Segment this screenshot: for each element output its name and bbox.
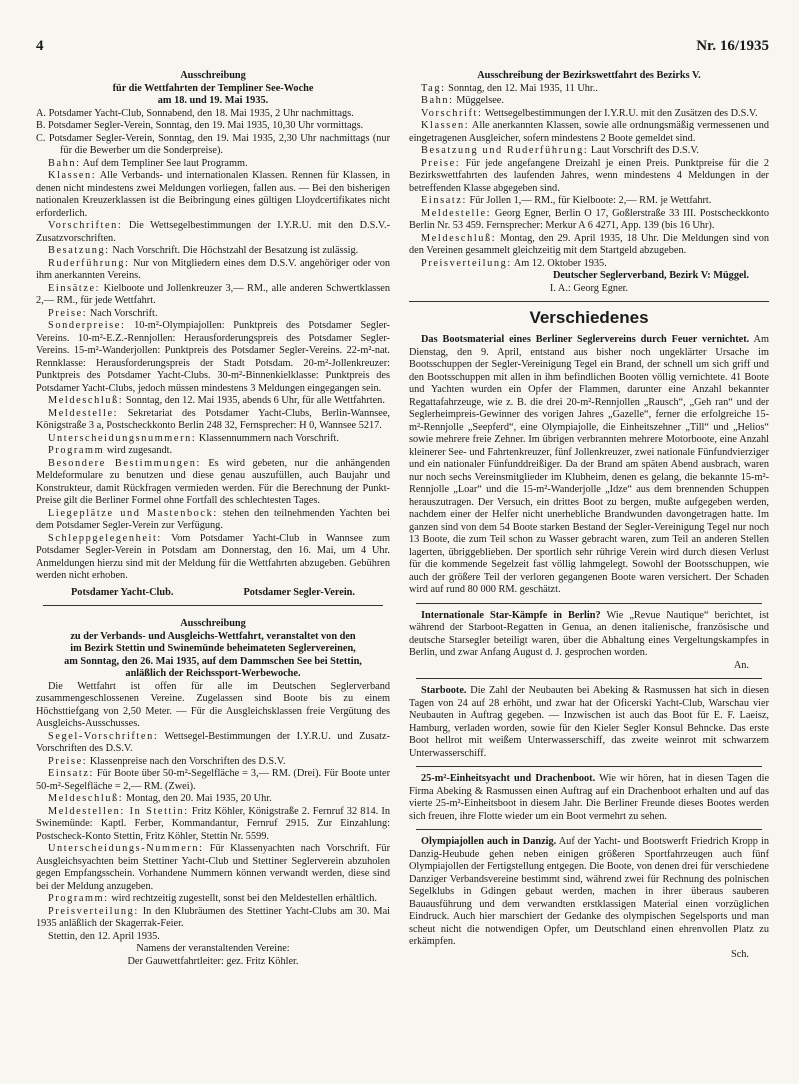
danzig-article: Olympiajollen auch in Danzig. Auf der Yacht- und Bootswerft Friedrich Kropp in Danzig-Heubude gehen neben einigen größeren Sportfahrzeugen auch fünf Olympiajollen der Fertigstellung entgegen. Die Boote, von denen drei für verschiedene Danziger Verbandsvereine bestimmt sind, während zwei für Rechnung des polnischen Segelklubs in Gdingen gebaut werden, machen in ihrer überaus sauberen Bauausführung und dem verwandten erstklassigen Material einen vorzüglichen Eindruck. Auch hier marschiert der Gedanke des olympischen Segelsports und man scheut nicht die notwendigen Opfer, um Deutschland einen ehrenvollen Platz zu erkämpfen.: [409, 836, 769, 947]
stettin-announcement: [36, 618, 390, 968]
preisverteilung-paragraph: Preisverteilung: In den Klubräumen des Stettiner Yacht-Clubs am 30. Mai 1935 anläßlich der Skagerrak-Feier.: [36, 905, 390, 929]
divider: [416, 766, 762, 767]
programm-paragraph: Programm: wird rechtzeitig zugestellt, sonst bei den Meldestellen erhältlich.: [48, 893, 377, 904]
announcement-title: Ausschreibung für die Wettfahrten der Templiner See-Woche am 18. und 19. Mai 1935.: [112, 70, 314, 106]
race-entry: A. Potsdamer Yacht-Club, Sonnabend, den 18. Mai 1935, 2 Uhr nachmittags.: [36, 107, 354, 119]
place-date: Stettin, den 12. April 1935.: [48, 930, 160, 942]
fire-article: Das Bootsmaterial eines Berliner Seglervereins durch Feuer vernichtet. Am Dienstag, den 9. April, entstand aus bisher noch ungeklärter Ursache im Bootsschuppen der Segler-Vereinigung Tegel ein Brand, der schnell um sich griff und den Bootsschuppen mit allen in ihm befindlichen Booten völlig vernichtete. 41 Boote und Yachten wurden ein Opfer der Flammen, darunter eine Anzahl bekannter Regattafahrzeuge, wie z. B. die drei 20-m²-Rennjollen „Rausch“, „Geh ran“ und der Seglerheimpreis-Gewinner des vorigen Jahres „Gazelle“, ferner die erfolgreiche 15-m²-Rennjolle „Seepferd“, eine Olympiajolle, die Einheitszehner „Till“ und „Helios“ sowie mehrere freie Zehner. Im übrigen verbrannten mehrere Motorboote, eine Anzahl kleinerer See- und Fahrtenkreuzer, fünf Jollenkreuzer, zwei nationale Fünfundvierziger und ein nationaler Fünfunddreißiger. Da der Brand am späten Abend ausbrach, waren nur noch sechs Vereinsmitglieder im Klubheim, denen es gelang, die bekannte 15-m²-Rennjolle „Loar“ und die 15-m²-Wanderjolle „Idze“ aus dem brennenden Schuppen herauszutragen. Der Versuch, ein drittes Boot zu bergen, mußte aufgegeben werden, nachdem einer der Helfer nicht unerhebliche Brandwunden davongetragen hatte. Im ganzen sind von dem 54 Boote starken Bestand der Segler-Vereinigung Tegel nur noch 13 Boote, die zum Teil schon zu Wasser gebracht waren, zum Teil an anderen Stellen lagerten, übriggeblieben. Der sportlich sehr rührige Verein wird durch diesen Verlust für die kommende Segelzeit fast völlig lahmgelegt. Sowohl der Bootsschuppen, wie auch der größere Teil der verloren gegangenen Boote waren versichert. Der Schaden wird auf rund 80 000 RM. geschätzt.: [409, 334, 769, 595]
besatzung-paragraph: Besatzung: Nach Vorschrift. Die Höchstzahl der Besatzung ist zulässig.: [48, 245, 359, 256]
section-title: Verschiedenes: [529, 308, 649, 327]
preisverteilung-paragraph: Preisverteilung: Am 12. Oktober 1935.: [421, 257, 607, 269]
signature-line: I. A.: Georg Egner.: [549, 282, 629, 294]
programm-paragraph: Programm wird zugesandt.: [48, 445, 173, 456]
race-entry: B. Potsdamer Segler-Verein, Sonntag, den 19. Mai 1935, 10,30 Uhr vormittags.: [36, 120, 364, 131]
announcement-title: Ausschreibung der Bezirkswettfahrt des Bezirks V.: [477, 70, 701, 81]
sonderpreise-paragraph: Sonderpreise: 10-m²-Olympiajollen: Punktpreis des Potsdamer Segler-Vereins. 10-m²-E.Z.-Rennjollen: Herausforderungspreis des Potsdamer Segler-Vereins. 15-m²-Wanderjollen: Punktpreis des Potsdamer Segler-Vereins. 22-m²-nat. Rennklasse: Herausforderungspreis der Stadt Potsdam. 20-m²-Jollenkreuzer: Punktpreis des Potsdamer Yacht-Clubs. 30-m²-Binnenkielklasse: Punktpreis des Potsdamer Yacht-Clubs, jedoch müssen mindestens 3 Meldungen eingegangen sein.: [36, 320, 390, 394]
race-entry: C. Potsdamer Segler-Verein, Sonntag, den 19. Mai 1935, 2,30 Uhr nachmittags (nur für die Bewerber um die Sonderpreise).: [36, 132, 390, 156]
meldestellen-paragraph: Meldestellen: In Stettin: Fritz Köhler, Königstraße 2. Fernruf 32 814. In Swinemünde: Kaptl. Ferber, Kommandantur, Fernruf 2915. Zur Einzahlung: Postscheck-Konto Stettin, Fritz Köhler, Stettin Nr. 5599.: [36, 805, 391, 842]
meldestelle-paragraph: Meldestelle: Sekretariat des Potsdamer Yacht-Clubs, Berlin-Wannsee, Königstraße 3 a, Postscheckkonto Berlin 248 32, Fernsprecher: H 0, Wannsee 5217.: [36, 407, 390, 431]
einsaetze-paragraph: Einsätze: Kielboote und Jollenkreuzer 3,— RM., alle anderen Schwertklassen 2,— RM., für jede Wettfahrt.: [36, 282, 390, 306]
bezirk-announcement: [409, 70, 769, 295]
vorschriften-paragraph: Vorschriften: Die Wettsegelbestimmungen der I.Y.R.U. mit den D.S.V.-Zusatzvorschriften.: [36, 220, 391, 244]
divider: [416, 603, 762, 604]
starboote-article: Starboote. Die Zahl der Neubauten bei Abeking & Rasmussen hat sich in diesen Tagen von 24 auf 28 erhöht, und zwar hat der Oficerski Yacht-Club, Warschau vier Neubauten in Auftrag gegeben. — Inzwischen ist auch das Boot für E. F. Laeisz, Hamburg, verladen worden, sowie für den Kieler Segler Konsul Behncke. Das erste Boot hellrot mit weißem Unterwasserschiff, das zweite weinrot mit schwarzem Unterwasserschiff.: [409, 685, 769, 759]
signature-line: Der Gauwettfahrtleiter: gez. Fritz Köhler.: [127, 955, 299, 967]
preise-paragraph: Preise: Nach Vorschrift.: [48, 307, 158, 319]
left-column: [36, 70, 390, 968]
divider: [409, 301, 769, 302]
signature-line: Namens der veranstaltenden Vereine:: [136, 943, 290, 954]
intro-paragraph: Die Wettfahrt ist offen für alle im Deutschen Seglerverband zusammengeschlossenen Vereine. Zugelassen sind Boote bis zu einem Höchsttiefgang von 2,50 Meter. — Für die Ausgleichsklassen freie Vergütung des Ausgleichs-Ausschusses.: [36, 680, 390, 729]
divider: [416, 829, 762, 830]
signature-line: Deutscher Seglerverband, Bezirk V: Müggel.: [552, 270, 749, 281]
ruderfuehrung-paragraph: Ruderführung: Nur von Mitgliedern eines dem D.S.V. angehöriger oder von ihm anerkannten Vereins.: [36, 257, 390, 281]
einsatz-paragraph: Einsatz: Für Boote über 50-m²-Segelfläche = 3,— RM. (Drei). Für Boote unter 50-m²-Segelfläche = 2,— RM. (Zwei).: [36, 768, 390, 792]
star-article: Internationale Star-Kämpfe in Berlin? Wie „Revue Nautique“ berichtet, ist während der Starboot-Regatten in Genua, an denen italienische, französische und deutsche Starsegler beteiligt waren, über die Abhaltung eines Vergeltungskampfes in Berlin, und zwar Anfang August d. J. gesprochen worden.: [409, 609, 769, 658]
bahn-paragraph: Bahn: Auf dem Templiner See laut Programm.: [48, 157, 248, 169]
issue-number: Nr. 16/1935: [696, 38, 769, 54]
signature-segler-verein: Potsdamer Segler-Verein.: [243, 586, 355, 598]
unterscheidung-paragraph: Unterscheidungs-Nummern: Für Klassenyachten nach Vorschrift. Für Ausgleichsyachten beim Stettiner Yacht-Club und Stettiner Seglerverein abzuholen gegen Empfangsschein. Vorhandene Nummern können verwandt werden, diese sind bei der Meldung anzugeben.: [36, 843, 390, 892]
preise-paragraph: Preise: Klassenpreise nach den Vorschriften des D.S.V.: [48, 755, 286, 767]
schlepp-paragraph: Schleppgelegenheit: Vom Potsdamer Yacht-Club in Wannsee zum Potsdamer Segler-Verein in Potsdam am Donnerstag, den 16. Mai, um 4 Uhr. Anmeldungen hierzu sind mit der Meldung für die Wettfahrten abzugeben. Gebühren werden nicht erhoben.: [36, 532, 391, 581]
author-sign: An.: [733, 659, 749, 671]
einheitsyacht-article: 25-m²-Einheitsyacht und Drachenboot. Wie wir hören, hat in diesen Tagen die Firma Abeking & Rasmussen einen Auftrag auf ein Drachenboot erhalten und auf das vierte 25-m²-Einheitsboot in diesem Jahr. Die Berliner Freunde dieses Bootes werden sich freuen, ihre Flotte wieder um ein Boot vermehrt zu sehen.: [409, 773, 770, 822]
preise-paragraph: Preise: Für jede angefangene Dreizahl je einen Preis. Punktpreise für die 2 Bezirkswettfahrten des laufenden Jahres, wenn mindestens 4 Meldungen in der betreffenden Klasse abgegeben sind.: [409, 157, 769, 194]
templiner-announcement: [36, 70, 390, 599]
besondere-paragraph: Besondere Bestimmungen: Es wird gebeten, nur die anhängenden Meldeformulare zu benutzen und diese genau auszufüllen, auch Baujahr und Konstrukteur, damit Rückfragen vermieden werden. Für die Berechnung der Punkt-Preise gilt die Berliner Formel ohne Fortfall des schlechtesten Tages.: [36, 457, 390, 506]
klassen-paragraph: Klassen: Alle anerkannten Klassen, sowie alle ordnungsmäßig vermessenen und eingetragenen Ausgleicher, sofern mindestens 2 Boote gemeldet sind.: [409, 120, 769, 144]
liegeplaetze-paragraph: Liegeplätze und Mastenbock: stehen den teilnehmenden Yachten bei dem Potsdamer Segler-Verein zur Verfügung.: [36, 507, 390, 531]
announcement-title: Ausschreibung zu der Verbands- und Ausgleichs-Wettfahrt, veranstaltet von den im Bezirk Stettin und Swinemünde beheimateten Seglervereinen, am Sonntag, den 26. Mai 1935, auf dem Dammschen See bei Stettin, anläßlich der Reichssport-Werbewoche.: [64, 618, 362, 679]
divider: [416, 678, 762, 679]
divider: [43, 605, 383, 606]
bahn-paragraph: Bahn: Müggelsee.: [421, 95, 504, 106]
einsatz-paragraph: Einsatz: Für Jollen 1,— RM., für Kielboote: 2,— RM. je Wettfahrt.: [421, 195, 712, 206]
vorschrift-paragraph: Vorschrift: Wettsegelbestimmungen der I.Y.R.U. mit den Zusätzen des D.S.V.: [421, 107, 758, 119]
segelvorschriften-paragraph: Segel-Vorschriften: Wettsegel-Bestimmungen der I.Y.R.U. und Zusatz-Vorschriften des D.S.V.: [36, 730, 390, 754]
tag-paragraph: Tag: Sonntag, den 12. Mai 1935, 11 Uhr..: [421, 82, 598, 94]
page-number: 4: [36, 38, 44, 54]
right-column: [409, 70, 769, 961]
meldestelle-paragraph: Meldestelle: Georg Egner, Berlin O 17, Goßlerstraße 33 III. Postscheckkonto Berlin Nr. 53 459. Fernsprecher: Merkur A 6 4271, App. 139 (bis 16 Uhr).: [409, 207, 769, 231]
signature-yacht-club: Potsdamer Yacht-Club.: [71, 586, 174, 598]
klassen-paragraph: Klassen: Alle Verbands- und internationalen Klassen. Rennen für Klassen, in denen nicht mindestens zwei Meldungen vorliegen, fallen aus. — Bei den bisherigen nationalen Kreuzerklassen ist die Beibringung eines gültigen Lloydcertifikates nicht erforderlich.: [36, 170, 390, 219]
author-sign: Sch.: [730, 948, 749, 960]
besatzung-paragraph: Besatzung und Ruderführung: Laut Vorschrift des D.S.V.: [421, 145, 700, 156]
meldeschluss-paragraph: Meldeschluß: Sonntag, den 12. Mai 1935, abends 6 Uhr, für alle Wettfahrten.: [48, 395, 385, 406]
signature-row: [36, 587, 390, 600]
unterscheidung-paragraph: Unterscheidungsnummern: Klassennummern nach Vorschrift.: [48, 432, 339, 444]
meldeschluss-paragraph: Meldeschluß: Montag, den 29. April 1935, 18 Uhr. Die Meldungen sind von den Vereinen gesammelt gleichzeitig mit dem Startgeld abzugeben.: [409, 232, 769, 256]
meldeschluss-paragraph: Meldeschluß: Montag, den 20. Mai 1935, 20 Uhr.: [48, 793, 272, 804]
